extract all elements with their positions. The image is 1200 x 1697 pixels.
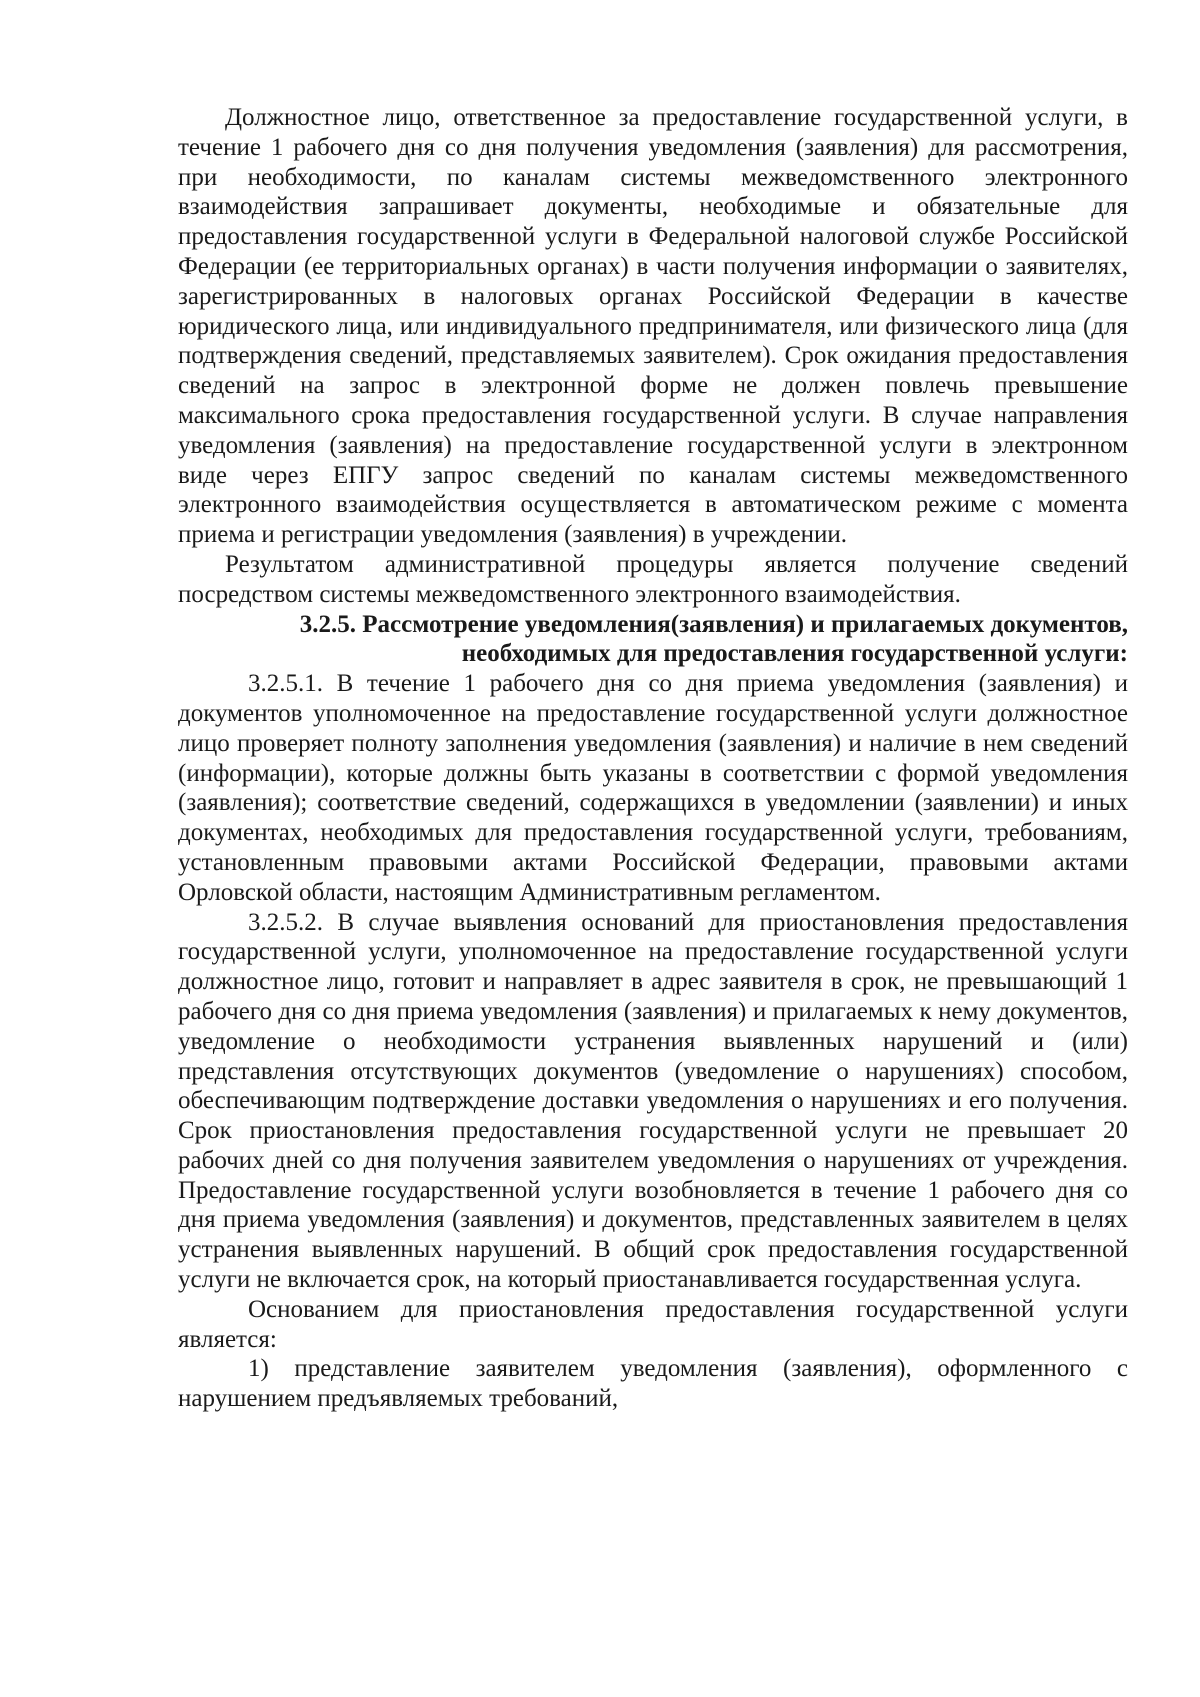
paragraph-interagency-request: Должностное лицо, ответственное за предоставление государственной услуги, в течение 1 рабочего дня со дня получения уведомления (заявления) для рассмотрения, при необходимости, по каналам системы межведомственного электронного взаимодействия запрашивает документы, необходимые и обязательные для предоставления государственной услуги в Федеральной налоговой службе Российской Федерации (ее территориальных органах) в части получения информации о заявителях, зарегистрированных в налоговых органах Российской Федерации в качестве юридического лица, или индивидуального предпринимателя, или физического лица (для подтверждения сведений, представляемых заявителем). Срок ожидания предоставления сведений на запрос в электронной форме не должен повлечь превышение максимального срока предоставления государственной услуги. В случае направления уведомления (заявления) на предоставление государственной услуги в электронном виде через ЕПГУ запрос сведений по каналам системы межведомственного электронного взаимодействия осуществляется в автоматическом режиме с момента приема и регистрации уведомления (заявления) в учреждении. [178,104,1128,549]
paragraph-3-2-5-1: 3.2.5.1. В течение 1 рабочего дня со дня приема уведомления (заявления) и документов уполномоченное на предоставление государственной услуги должностное лицо проверяет полноту заполнения уведомления (заявления) и наличие в нем сведений (информации), которые должны быть указаны в соответствии с формой уведомления (заявления); соответствие сведений, содержащихся в уведомлении (заявлении) и иных документах, необходимых для предоставления государственной услуги, требованиям, установленным правовыми актами Российской Федерации, правовыми актами Орловской области, настоящим Административным регламентом. [178,670,1128,906]
paragraph-suspension-grounds: Основанием для приостановления предоставления государственной услуги является: [178,1295,1128,1353]
paragraph-procedure-result: Результатом административной процедуры является получение сведений посредством системы межведомственного электронного взаимодействия. [178,550,1128,608]
section-heading-line-2: необходимых для предоставления государственной услуги: [461,640,1128,668]
document-body [178,103,1128,1414]
paragraph-3-2-5-2: 3.2.5.2. В случае выявления оснований для приостановления предоставления государственной услуги, уполномоченное на предоставление государственной услуги должностное лицо, готовит и направляет в адрес заявителя в срок, не превышающий 1 рабочего дня со дня приема уведомления (заявления) и прилагаемых к нему документов, уведомление о необходимости устранения выявленных нарушений и (или) представления отсутствующих документов (уведомление о нарушениях) способом, обеспечивающим подтверждение доставки уведомления о нарушениях и его получения. Срок приостановления предоставления государственной услуги не превышает 20 рабочих дней со дня получения заявителем уведомления о нарушениях от учреждения. Предоставление государственной услуги возобновляется в течение 1 рабочего дня со дня приема уведомления (заявления) и документов, представленных заявителем в целях устранения выявленных нарушений. В общий срок предоставления государственной услуги не включается срок, на который приостанавливается государственная услуга. [178,908,1128,1294]
list-item-1: 1) представление заявителем уведомления (заявления), оформленного с нарушением предъявляемых требований, [178,1355,1128,1413]
section-heading-line-1: 3.2.5. Рассмотрение уведомления(заявления) и прилагаемых документов, [299,610,1128,638]
